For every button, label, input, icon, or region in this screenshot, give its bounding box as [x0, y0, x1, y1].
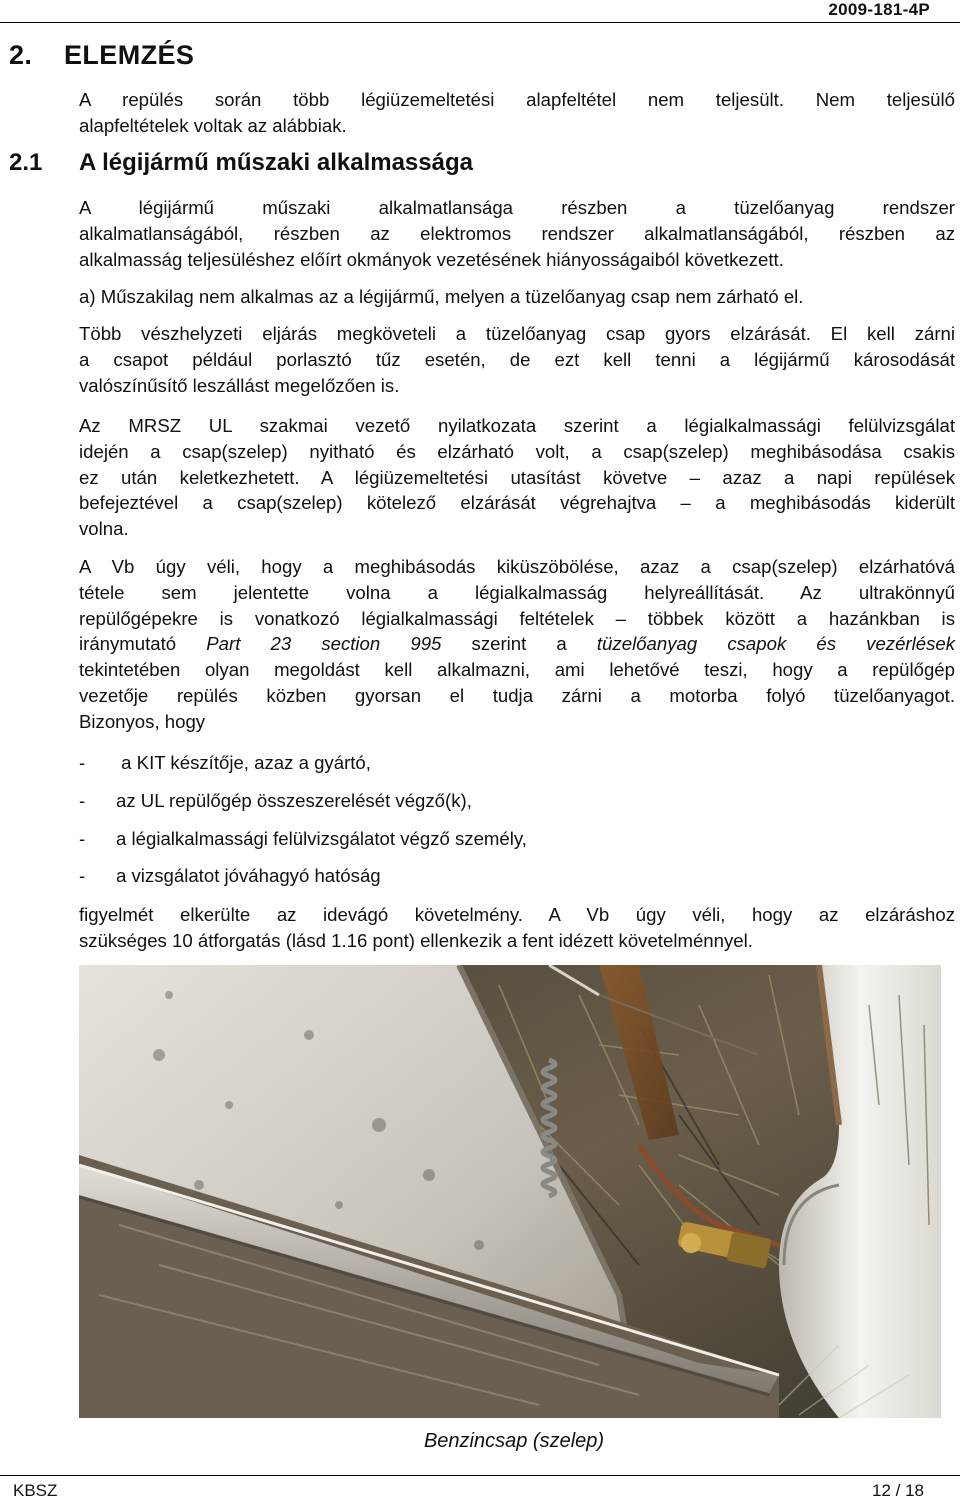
section-heading: [9, 40, 194, 71]
text-line: Több vészhelyzeti eljárás megköveteli a tüzelőanyag csap gyors elzárását. El kell zárni: [79, 323, 955, 344]
text-line: repülőgépekre is vonatkozó légialkalmassági feltételek – többek között a hazánkban is: [79, 607, 955, 629]
list-item-text: a KIT készítője, azaz a gyártó,: [116, 752, 371, 773]
text-line: befejeztével a csap(szelep) kötelező elzárását végrehajtva – a meghibásodás kiderült: [79, 492, 955, 514]
caption-text: Benzincsap (szelep): [423, 1430, 605, 1452]
text-line: szükséges 10 átforgatás (lásd 1.16 pont) ellenkezik a fent idézett követelménnyel.: [79, 929, 753, 951]
text-line: Bizonyos, hogy: [79, 710, 206, 732]
paragraph-mrsz-statement: [79, 413, 955, 542]
fuel-valve-photo: [79, 965, 941, 1418]
text-line: a) Műszakilag nem alkalmas az a légijármű, melyen a tüzelőanyag csap nem zárható el.: [79, 286, 804, 307]
paragraph-emergency-procedures: [79, 321, 955, 398]
list-item-text: a vizsgálatot jóváhagyó hatóság: [116, 865, 381, 886]
text-line: alkalmatlanságából, részben az elektromos rendszer alkalmatlanságából, részben az: [79, 222, 955, 244]
page-number: 12 / 18: [872, 1481, 924, 1500]
list-item: [79, 750, 371, 775]
bullet-dash: -: [79, 752, 86, 773]
text-line: A légijármű műszaki alkalmatlansága részben a tüzelőanyag rendszer: [79, 197, 955, 218]
text-line: valószínűsítő leszállást megelőzően is.: [79, 374, 400, 396]
list-item: [79, 788, 472, 813]
text-run: szerint a: [441, 633, 597, 655]
list-item-text: az UL repülőgép összeszerelését végző(k),: [116, 790, 472, 811]
list-item: [79, 826, 527, 851]
bullet-dash: -: [79, 828, 86, 849]
section-title: ELEMZÉS: [64, 40, 195, 70]
text-line: alapfeltételek voltak az alábbiak.: [79, 114, 347, 136]
intro-paragraph: [79, 87, 955, 139]
subsection-title: A légijármű műszaki alkalmassága: [79, 149, 473, 176]
footer-rule: [0, 1475, 960, 1476]
subsection-number: 2.1: [9, 149, 43, 176]
text-line: tekintetében olyan megoldást kell alkalmazni, ami lehetővé teszi, hogy a repülőgép: [79, 659, 955, 681]
text-line: figyelmét elkerülte az idevágó követelmény. A Vb úgy véli, hogy az elzáráshoz: [79, 904, 955, 925]
photo-illustration: [79, 965, 941, 1418]
text-line: alkalmasság teljesüléshez előírt okmányok vezetésének hiányosságaiból következett.: [79, 248, 784, 270]
section-number: 2.: [9, 40, 33, 70]
text-line: tétele sem jelentette volna a légialkalmasság helyreállítását. Az ultrakönnyű: [79, 581, 955, 603]
paragraph-point-a: [79, 284, 955, 310]
bullet-dash: -: [79, 865, 86, 886]
text-line: vezetője repülés közben gyorsan el tudja zárni a motorba folyó tüzelőanyagot.: [79, 684, 955, 706]
figure-caption: [0, 1430, 960, 1453]
text-line: idején a csap(szelep) nyitható és elzárható volt, a csap(szelep) meghibásodása csakis: [79, 440, 955, 462]
header-rule: [0, 22, 960, 23]
text-line: Az MRSZ UL szakmai vezető nyilatkozata szerint a légialkalmassági felülvizsgálat: [79, 415, 955, 436]
text-line: ez után keletkezhetett. A légiüzemeltetési utasítást követve – azaz a napi repülések: [79, 466, 955, 488]
bullet-dash: -: [79, 790, 86, 811]
subsection-heading: [9, 149, 473, 177]
paragraph-vb-opinion: [79, 554, 955, 735]
text-line: volna.: [79, 518, 129, 540]
text-line: a csapot például porlasztó tűz esetén, de ezt kell tenni a légijármű károsodását: [79, 348, 955, 370]
text-line: A repülés során több légiüzemeltetési alapfeltétel nem teljesült. Nem teljesülő: [79, 89, 955, 110]
list-item: [79, 863, 381, 888]
text-run: iránymutató: [79, 633, 207, 655]
regulation-reference: Part 23 section 995: [206, 633, 442, 655]
footer-organization: KBSZ: [13, 1481, 58, 1500]
document-id: 2009-181-4P: [828, 0, 930, 19]
text-line: A Vb úgy véli, hogy a meghibásodás kiküszöbölése, azaz a csap(szelep) elzárhatóvá: [79, 556, 955, 577]
regulation-topic: tüzelőanyag csapok és vezérlések: [596, 633, 956, 655]
list-item-text: a légialkalmassági felülvizsgálatot végző személy,: [116, 828, 527, 849]
text-line: [79, 631, 955, 657]
paragraph-technical-unfitness: [79, 195, 955, 272]
paragraph-conclusion: [79, 902, 955, 954]
